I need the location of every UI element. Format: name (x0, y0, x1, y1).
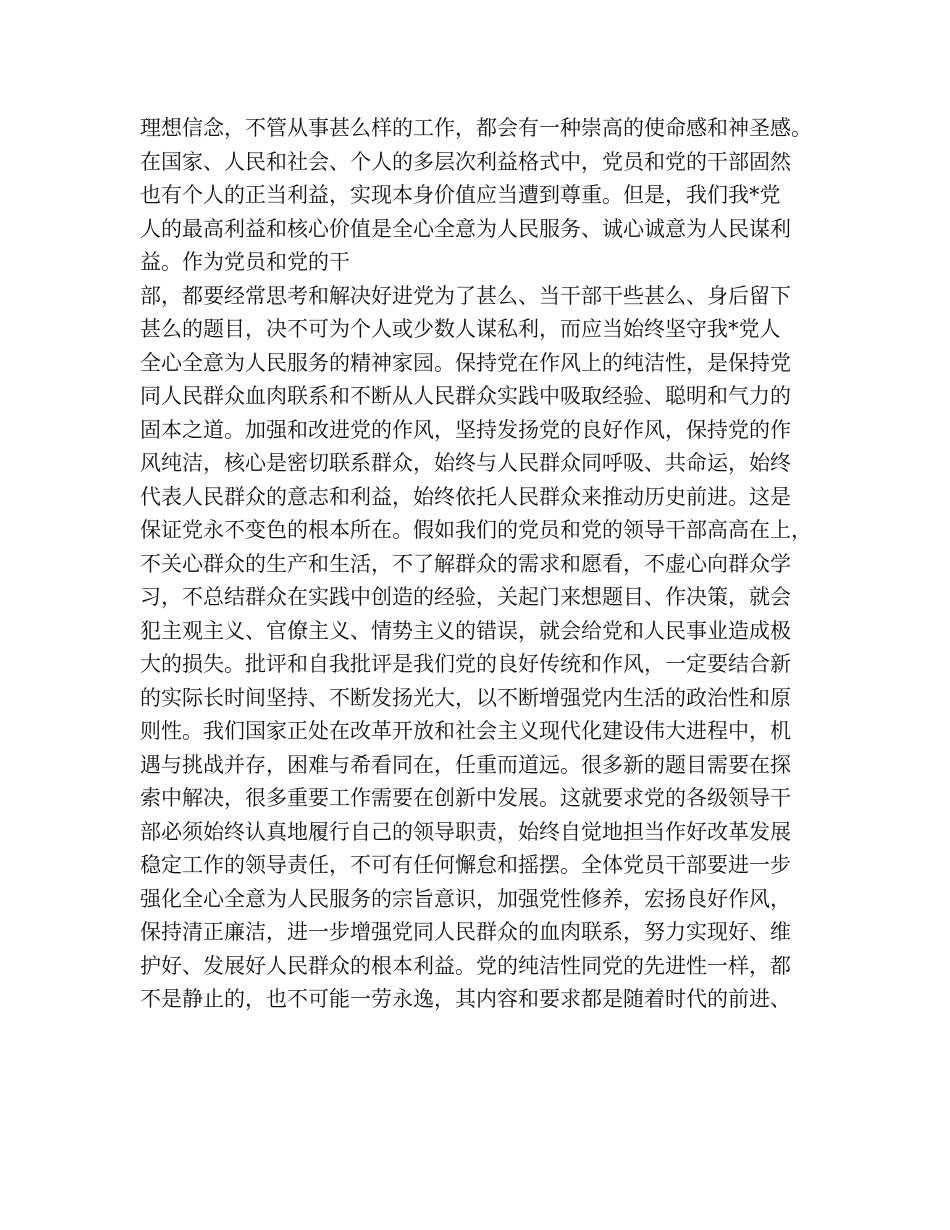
text-line: 代表人民群众的意志和利益，始终依托人民群众来推动历史前进。这是 (140, 484, 791, 509)
text-line: 习，不总结群众在实践中创造的经验，关起门来想题目、作决策，就会 (140, 585, 791, 609)
text-line: 同人民群众血肉联系和不断从人民群众实践中吸取经验、聪明和气力的 (140, 384, 791, 408)
text-line: 遇与挑战并存，困难与希看同在，任重而道远。很多新的题目需要在探 (140, 752, 791, 777)
text-line: 人的最高利益和核心价值是全心全意为人民服务、诚心诚意为人民谋利 (140, 216, 791, 241)
text-line: 大的损失。批评和自我批评是我们党的良好传统和作风，一定要结合新 (140, 652, 791, 676)
text-line: 的实际长时间坚持、不断发扬光大，以不断增强党内生活的政治性和原 (140, 685, 791, 710)
text-line: 稳定工作的领导责任，不可有任何懈怠和摇摆。全体党员干部要进一步 (140, 853, 791, 877)
text-line: 部，都要经常思考和解决好进党为了甚么、当干部干些甚么、身后留下 (140, 283, 791, 308)
text-line: 索中解决，很多重要工作需要在创新中发展。这就要求党的各级领导干 (140, 786, 791, 810)
text-line: 风纯洁，核心是密切联系群众，始终与人民群众同呼吸、共命运，始终 (140, 451, 791, 475)
text-line: 保持清正廉洁，进一步增强党同人民群众的血肉联系，努力实现好、维 (140, 920, 791, 944)
text-line: 不关心群众的生产和生活，不了解群众的需求和愿看，不虚心向群众学 (140, 551, 791, 576)
text-line: 部必须始终认真地履行自己的领导职责，始终自觉地担当作好改革发展 (140, 819, 791, 844)
text-line: 护好、发展好人民群众的根本利益。党的纯洁性同党的先进性一样，都 (140, 953, 791, 978)
body-text (140, 112, 820, 1017)
text-line: 不是静止的，也不可能一劳永逸，其内容和要求都是随着时代的前进、 (140, 987, 791, 1011)
text-line: 保证党永不变色的根本所在。假如我们的党员和党的领导干部高高在上， (140, 518, 812, 542)
text-line: 理想信念，不管从事甚么样的工作，都会有一种崇高的使命感和神圣感。 (140, 116, 812, 140)
text-line: 益。作为党员和党的干 (140, 250, 350, 274)
text-line: 则性。我们国家正处在改革开放和社会主义现代化建设伟大进程中，机 (140, 719, 791, 743)
text-line: 犯主观主义、官僚主义、情势主义的错误，就会给党和人民事业造成极 (140, 618, 791, 643)
text-line: 甚么的题目，决不可为个人或少数人谋私利，而应当始终坚守我*党人 (140, 317, 781, 341)
text-line: 强化全心全意为人民服务的宗旨意识，加强党性修养，宏扬良好作风， (140, 886, 791, 911)
text-line: 也有个人的正当利益，实现本身价值应当遭到尊重。但是，我们我*党 (140, 183, 781, 207)
text-line: 固本之道。加强和改进党的作风，坚持发扬党的良好作风，保持党的作 (140, 417, 791, 442)
text-line: 在国家、人民和社会、个人的多层次利益格式中，党员和党的干部固然 (140, 149, 791, 174)
text-line: 全心全意为人民服务的精神家园。保持党在作风上的纯洁性，是保持党 (140, 350, 791, 375)
